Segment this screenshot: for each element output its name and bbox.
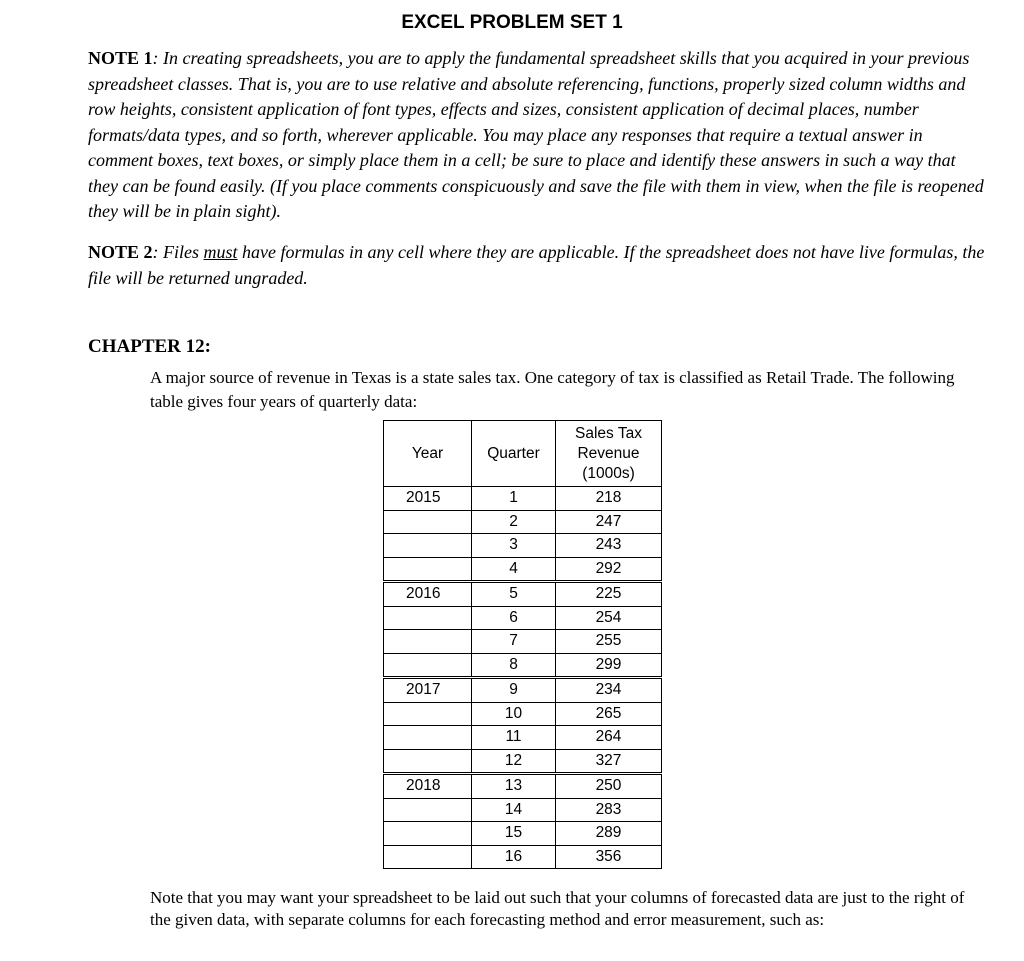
revenue-cell: 265 (556, 702, 662, 726)
year-cell (384, 726, 472, 750)
revenue-cell: 218 (556, 487, 662, 511)
revenue-cell: 264 (556, 726, 662, 750)
quarter-cell: 9 (472, 678, 556, 703)
table-row (384, 653, 662, 678)
note-2-emphasis: must (203, 242, 238, 262)
quarter-cell: 13 (472, 774, 556, 799)
document-title: EXCEL PROBLEM SET 1 (401, 12, 623, 33)
table-row (384, 845, 662, 869)
revenue-cell: 234 (556, 678, 662, 703)
quarter-cell: 14 (472, 798, 556, 822)
header-revenue (556, 421, 662, 487)
table-row (384, 702, 662, 726)
quarter-cell: 2 (472, 510, 556, 534)
revenue-cell: 292 (556, 557, 662, 582)
year-cell: 2018 (384, 774, 472, 799)
revenue-cell: 327 (556, 749, 662, 774)
table-row (384, 510, 662, 534)
outro-paragraph: Note that you may want your spreadsheet to be laid out such that your columns of forecasted data are just to the right of the given data, with separate columns for each forecasting method and error measurement, such as: (150, 888, 965, 929)
quarter-cell: 7 (472, 630, 556, 654)
quarter-cell: 5 (472, 582, 556, 607)
table-row (384, 582, 662, 607)
quarter-cell: 3 (472, 534, 556, 558)
year-cell: 2017 (384, 678, 472, 703)
revenue-cell: 243 (556, 534, 662, 558)
year-cell (384, 702, 472, 726)
header-year: Year (384, 421, 472, 487)
year-cell (384, 653, 472, 678)
year-cell (384, 630, 472, 654)
sales-tax-table (383, 420, 662, 869)
intro-paragraph: A major source of revenue in Texas is a state sales tax. One category of tax is classified as Retail Trade. The following table gives four years of quarterly data: (150, 368, 955, 411)
revenue-cell: 289 (556, 822, 662, 846)
year-cell (384, 606, 472, 630)
table-row (384, 557, 662, 582)
table-row (384, 630, 662, 654)
header-quarter: Quarter (472, 421, 556, 487)
revenue-cell: 255 (556, 630, 662, 654)
note-2-text-after: have formulas in any cell where they are applicable. If the spreadsheet does not have live formulas, the file will be returned ungraded. (88, 242, 985, 288)
note-2 (88, 240, 988, 291)
revenue-cell: 250 (556, 774, 662, 799)
year-cell (384, 845, 472, 869)
table-header-row (384, 421, 662, 487)
table-row (384, 749, 662, 774)
year-cell: 2015 (384, 487, 472, 511)
year-cell (384, 510, 472, 534)
header-revenue-line3: (1000s) (582, 464, 635, 482)
year-cell (384, 557, 472, 582)
chapter-heading: CHAPTER 12: (88, 336, 211, 357)
revenue-cell: 356 (556, 845, 662, 869)
revenue-cell: 299 (556, 653, 662, 678)
note-1-label: NOTE 1 (88, 48, 153, 68)
revenue-cell: 283 (556, 798, 662, 822)
header-revenue-line1: Sales Tax (575, 424, 642, 442)
quarter-cell: 12 (472, 749, 556, 774)
table-row (384, 678, 662, 703)
table-row (384, 534, 662, 558)
year-cell (384, 798, 472, 822)
quarter-cell: 8 (472, 653, 556, 678)
table-row (384, 487, 662, 511)
revenue-cell: 247 (556, 510, 662, 534)
table-body (384, 487, 662, 869)
year-cell: 2016 (384, 582, 472, 607)
note-2-label: NOTE 2 (88, 242, 153, 262)
note-2-text-before: : Files (152, 242, 204, 262)
year-cell (384, 749, 472, 774)
note-1 (88, 46, 988, 225)
revenue-cell: 254 (556, 606, 662, 630)
quarter-cell: 10 (472, 702, 556, 726)
quarter-cell: 16 (472, 845, 556, 869)
quarter-cell: 6 (472, 606, 556, 630)
table-row (384, 606, 662, 630)
quarter-cell: 15 (472, 822, 556, 846)
table-row (384, 822, 662, 846)
year-cell (384, 534, 472, 558)
quarter-cell: 1 (472, 487, 556, 511)
quarter-cell: 11 (472, 726, 556, 750)
table-row (384, 774, 662, 799)
note-1-text: : In creating spreadsheets, you are to apply the fundamental spreadsheet skills that you acquired in your previous spreadsheet classes. That is, you are to use relative and absolute referencing, functions, properly sized column widths and row heights, consistent application of font types, effects and sizes, consistent application of decimal places, number formats/data types, and so forth, wherever applicable. You may place any responses that require a textual answer in comment boxes, text boxes, or simply place them in a cell; be sure to place and identify these answers in such a way that they can be found easily. (If you place comments conspicuously and save the file with them in view, when the file is reopened they will be in plain sight). (88, 48, 984, 221)
quarter-cell: 4 (472, 557, 556, 582)
header-revenue-line2: Revenue (577, 444, 640, 462)
table-row (384, 798, 662, 822)
table-row (384, 726, 662, 750)
revenue-cell: 225 (556, 582, 662, 607)
year-cell (384, 822, 472, 846)
